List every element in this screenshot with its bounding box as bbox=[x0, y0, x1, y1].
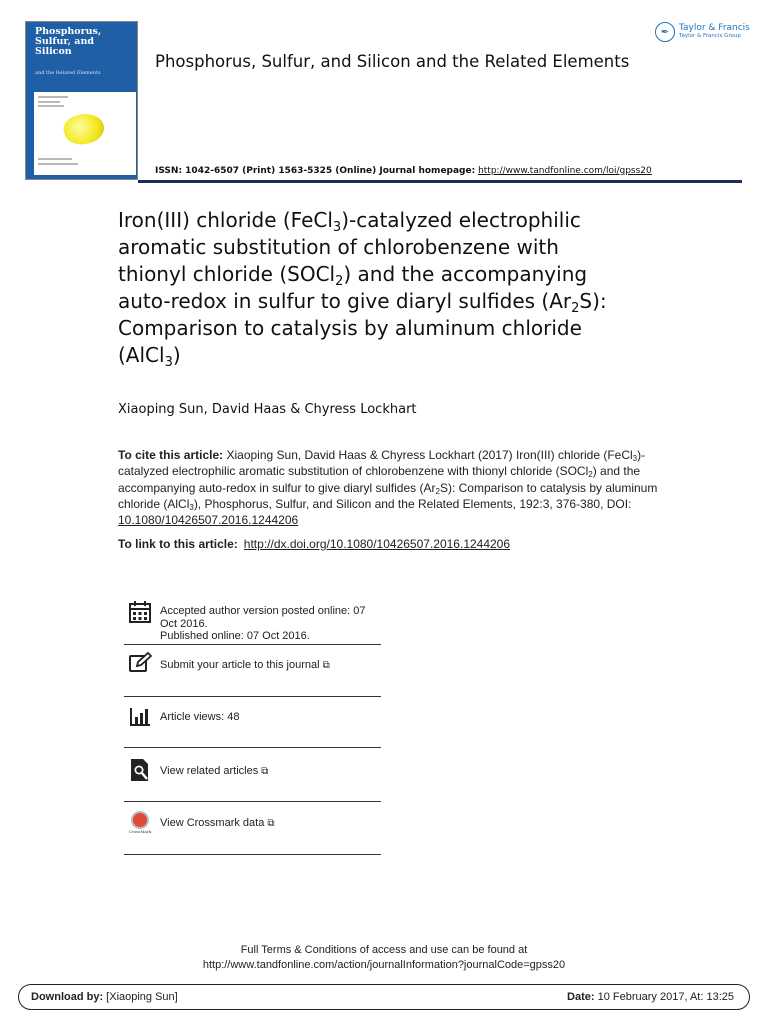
citation-text: ) and the accompanying auto-redox in sulfur to give diaryl sulfides (Ar bbox=[118, 464, 641, 495]
date-label: Date: bbox=[567, 991, 595, 1003]
title-sub: 2 bbox=[571, 301, 580, 316]
bar-chart-icon bbox=[128, 705, 152, 729]
citation-block bbox=[118, 447, 658, 528]
article-doi-url[interactable]: http://dx.doi.org/10.1080/10426507.2016.1244206 bbox=[243, 537, 511, 551]
citation-text: ), Phosphorus, Sulfur, and Silicon and the Related Elements, 192:3, 376-380, DOI: bbox=[193, 496, 632, 511]
title-part: thionyl chloride (SOCl bbox=[118, 262, 336, 286]
title-part: auto-redox in sulfur to give diaryl sulfides (Ar bbox=[118, 289, 572, 313]
citation-text: Xiaoping Sun, David Haas & Chyress Lockhart (2017) Iron(III) chloride (FeCl bbox=[226, 448, 633, 462]
terms-notice bbox=[0, 943, 768, 973]
cover-title-line: Silicon bbox=[35, 46, 72, 57]
published-date: Published online: 07 Oct 2016. bbox=[160, 630, 310, 642]
download-info-bar bbox=[18, 984, 750, 1010]
article-authors: Xiaoping Sun, David Haas & Chyress Lockhart bbox=[118, 402, 417, 417]
crossmark-label: CrossMark bbox=[128, 829, 152, 834]
terms-line: Full Terms & Conditions of access and use can be found at bbox=[240, 944, 528, 956]
document-search-icon bbox=[128, 758, 152, 782]
submit-article-row[interactable] bbox=[124, 645, 381, 697]
citation-text: )-catalyzed electrophilic aromatic substitution of chlorobenzene with thionyl chloride (SOCl bbox=[118, 448, 646, 479]
citation-label: To cite this article: bbox=[118, 448, 224, 462]
crossmark-row[interactable] bbox=[124, 802, 381, 855]
external-link-icon: ⧉ bbox=[267, 818, 275, 829]
terms-url[interactable]: http://www.tandfonline.com/action/journalInformation?journalCode=gpss20 bbox=[202, 959, 566, 971]
title-part: Iron(III) chloride (FeCl bbox=[118, 208, 333, 232]
journal-cover bbox=[25, 21, 138, 180]
title-part: aromatic substitution of chlorobenzene with bbox=[118, 235, 559, 259]
title-part: Comparison to catalysis by aluminum chloride bbox=[118, 316, 582, 340]
crystal-image bbox=[61, 109, 107, 148]
article-views-row bbox=[124, 697, 381, 748]
article-views: Article views: 48 bbox=[160, 711, 240, 723]
download-user: [Xiaoping Sun] bbox=[106, 991, 178, 1003]
publication-dates-row bbox=[124, 597, 381, 645]
link-label: To link to this article: bbox=[118, 537, 238, 551]
issn-line bbox=[155, 166, 652, 176]
crossmark-icon bbox=[128, 811, 152, 841]
related-articles-link[interactable]: View related articles bbox=[160, 765, 259, 777]
cover-title-line: Sulfur, and bbox=[35, 36, 95, 47]
title-part: (AlCl bbox=[118, 343, 165, 367]
journal-homepage-link[interactable]: http://www.tandfonline.com/loi/gpss20 bbox=[478, 166, 652, 176]
publisher-name: Taylor & Francis bbox=[679, 23, 750, 33]
cover-subtitle: and the Related Elements bbox=[35, 70, 101, 76]
header-rule bbox=[138, 180, 742, 183]
citation-sub: 3 bbox=[189, 502, 194, 512]
citation-text: S): Comparison to catalysis by aluminum chloride (AlCl bbox=[118, 480, 658, 511]
cover-image-area bbox=[34, 92, 136, 175]
issn-text: ISSN: 1042-6507 (Print) 1563-5325 (Online) Journal homepage: bbox=[155, 166, 476, 176]
submit-article-link[interactable]: Submit your article to this journal bbox=[160, 659, 320, 671]
publisher-logo[interactable] bbox=[655, 22, 750, 42]
publisher-sub: Taylor & Francis Group bbox=[679, 33, 741, 39]
download-date: 10 February 2017, At: 13:25 bbox=[597, 991, 734, 1003]
calendar-icon bbox=[128, 600, 152, 624]
citation-sub: 2 bbox=[435, 486, 440, 496]
title-sub: 2 bbox=[335, 274, 344, 289]
cover-title bbox=[35, 27, 133, 57]
download-label: Download by: bbox=[31, 991, 104, 1003]
accepted-date: Accepted author version posted online: 07 Oct 2016. bbox=[160, 605, 366, 630]
external-link-icon: ⧉ bbox=[322, 660, 330, 671]
citation-sub: 3 bbox=[632, 454, 638, 463]
cover-title-line: Phosphorus, bbox=[35, 26, 102, 37]
title-part: ) and the accompanying bbox=[343, 262, 588, 286]
citation-sub: 2 bbox=[588, 470, 593, 480]
title-sub: 3 bbox=[164, 355, 173, 370]
title-part: ) bbox=[172, 343, 181, 367]
article-link-line bbox=[118, 537, 510, 551]
title-sub: 3 bbox=[332, 220, 342, 235]
edit-icon bbox=[128, 651, 152, 675]
journal-title: Phosphorus, Sulfur, and Silicon and the Related Elements bbox=[155, 52, 630, 71]
crossmark-link[interactable]: View Crossmark data bbox=[160, 817, 265, 829]
tf-logo-icon: ✒ bbox=[655, 22, 675, 42]
external-link-icon: ⧉ bbox=[261, 766, 269, 777]
title-part: S): bbox=[579, 289, 607, 313]
doi-link[interactable]: 10.1080/10426507.2016.1244206 bbox=[118, 513, 299, 528]
title-part: )-catalyzed electrophilic bbox=[341, 208, 581, 232]
related-articles-row[interactable] bbox=[124, 748, 381, 802]
article-title bbox=[118, 207, 678, 369]
